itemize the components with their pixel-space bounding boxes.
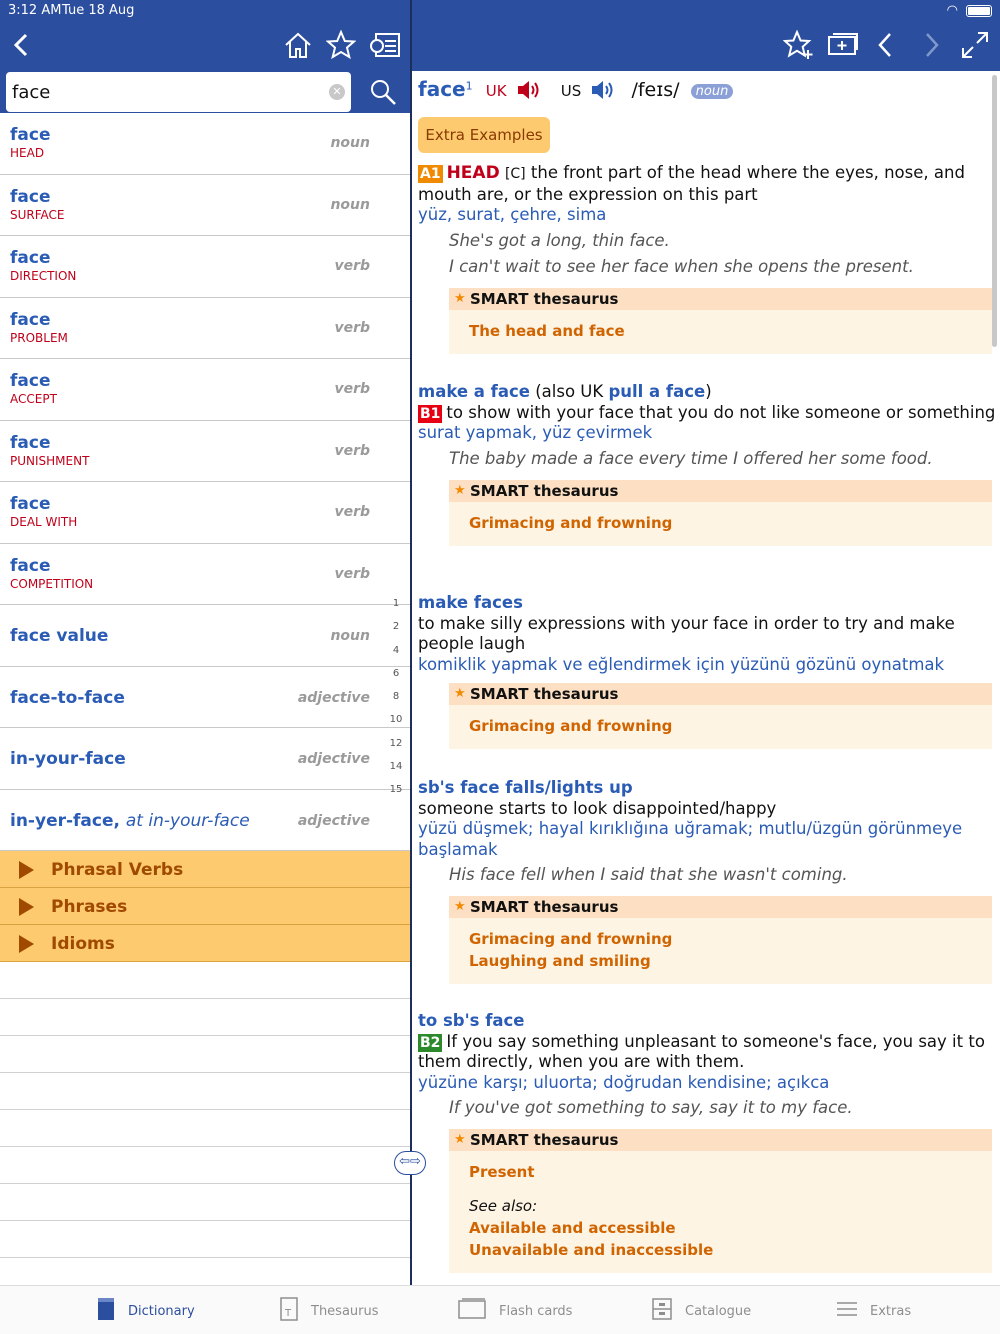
us-label: US	[560, 82, 582, 100]
resize-handle-icon[interactable]: ⇦⇨	[394, 1151, 426, 1175]
thesaurus-link[interactable]: Grimacing and frowning	[469, 930, 673, 948]
search-icon[interactable]	[368, 77, 398, 107]
catalogue-icon	[651, 1297, 673, 1325]
level-badge: A1	[420, 166, 441, 182]
result-headword-text: in-yer-face,	[10, 810, 120, 831]
phrase-block	[418, 778, 996, 984]
index-mark[interactable]: 14	[389, 761, 403, 773]
result-item[interactable]	[0, 421, 410, 483]
index-mark[interactable]: 10	[389, 714, 403, 726]
result-headword	[10, 811, 250, 831]
result-headword: in-your-face	[10, 749, 126, 769]
home-icon[interactable]	[280, 28, 316, 62]
tab-thesaurus[interactable]	[279, 1296, 379, 1326]
section-phrasal-verbs[interactable]	[0, 851, 410, 888]
result-item[interactable]	[0, 236, 410, 298]
translation: surat yapmak, yüz çevirmek	[418, 423, 653, 442]
phrase-headword: make faces	[418, 593, 523, 612]
translation: yüzü düşmek; hayal kırıklığına uğramak; mutlu/üzgün görünmeye başlamak	[418, 819, 963, 859]
result-headword: face	[10, 555, 51, 576]
level-badge: B2	[420, 1034, 441, 1051]
thesaurus-box	[449, 683, 992, 749]
disclosure-triangle-icon	[19, 861, 34, 879]
result-guideword: ACCEPT	[10, 392, 57, 406]
result-pos: adjective	[297, 812, 370, 829]
star-icon[interactable]	[323, 28, 359, 62]
translation: yüzüne karşı; uluorta; doğrudan kendisine; açıkca	[418, 1072, 830, 1092]
thesaurus-title: ★ SMART thesaurus	[449, 1129, 992, 1151]
result-guideword: DIRECTION	[10, 269, 77, 283]
result-pos: noun	[330, 628, 370, 644]
thesaurus-link[interactable]: Laughing and smiling	[469, 952, 651, 970]
result-pos: adjective	[297, 751, 370, 767]
homograph-number: 1	[465, 79, 473, 93]
empty-row	[0, 999, 410, 1036]
thesaurus-link[interactable]: The head and face	[469, 321, 625, 340]
top-toolbar	[0, 0, 1000, 71]
thesaurus-title: ★ SMART thesaurus	[449, 896, 992, 918]
status-time: 3:12 AM	[8, 3, 62, 18]
clear-icon[interactable]: ✕	[329, 84, 345, 100]
result-item[interactable]	[0, 113, 410, 175]
result-item[interactable]	[0, 605, 410, 667]
disclosure-triangle-icon	[19, 935, 34, 953]
entry-panel	[412, 71, 1000, 1285]
thesaurus-link[interactable]: Grimacing and frowning	[469, 513, 673, 532]
empty-row	[0, 1184, 410, 1221]
entry-headword: face	[418, 77, 466, 101]
thesaurus-title: ★ SMART thesaurus	[449, 288, 992, 310]
uk-audio-icon[interactable]	[516, 78, 542, 106]
thesaurus-link[interactable]: Grimacing and frowning	[469, 717, 673, 735]
tab-flash-cards[interactable]	[457, 1296, 572, 1326]
tab-dictionary[interactable]	[96, 1296, 195, 1326]
tab-label: Dictionary	[128, 1303, 195, 1319]
result-item[interactable]	[0, 175, 410, 237]
phrase-also: (also UK	[535, 382, 604, 401]
index-mark[interactable]: 2	[392, 621, 400, 633]
phrase-header	[418, 778, 996, 799]
result-guideword: HEAD	[10, 146, 45, 160]
index-mark[interactable]: 8	[392, 691, 400, 703]
result-item[interactable]	[0, 482, 410, 544]
result-headword: face	[10, 494, 51, 514]
svg-text:T: T	[285, 1308, 292, 1319]
result-headword: face-to-face	[10, 687, 125, 708]
tab-label: Flash cards	[499, 1303, 573, 1319]
thesaurus-icon	[279, 1296, 299, 1326]
result-item[interactable]	[0, 298, 410, 360]
add-favorite-icon[interactable]	[781, 28, 817, 62]
phrase-headword: sb's face falls/lights up	[418, 778, 633, 797]
phrase-definition: someone starts to look disappointed/happy	[418, 798, 777, 818]
empty-row	[0, 1147, 410, 1184]
tab-label: Catalogue	[685, 1303, 752, 1319]
result-headword: face	[10, 125, 51, 145]
search-input[interactable]	[12, 80, 312, 104]
result-pos: verb	[334, 442, 370, 459]
result-pos: verb	[334, 565, 370, 582]
index-mark[interactable]: 12	[389, 737, 403, 749]
grammar-code: [C]	[504, 166, 526, 182]
result-pos: verb	[334, 381, 370, 397]
status-bar	[0, 0, 1000, 22]
phrase-block	[418, 593, 996, 749]
uk-label: UK	[485, 82, 507, 100]
result-pos: verb	[334, 319, 370, 336]
back-icon[interactable]	[4, 28, 40, 62]
entry-header	[418, 77, 733, 105]
empty-row	[0, 1221, 410, 1258]
disclosure-triangle-icon	[19, 898, 34, 916]
thesaurus-title: ★ SMART thesaurus	[449, 683, 992, 705]
see-also-link[interactable]: Unavailable and inaccessible	[469, 1241, 714, 1259]
sense-guideword: HEAD	[446, 163, 500, 183]
scrollbar[interactable]	[992, 75, 997, 347]
phrase-definition: to make silly expressions with your face in order to try and make people laugh	[418, 613, 955, 653]
result-guideword: PUNISHMENT	[10, 453, 90, 468]
status-date: Tue 18 Aug	[62, 3, 135, 18]
level-badge: B1	[420, 405, 441, 422]
phrase-block	[418, 382, 996, 546]
section-phrases[interactable]	[0, 888, 410, 925]
result-headword: face	[10, 309, 51, 330]
result-item[interactable]	[0, 667, 410, 729]
tab-bar	[0, 1285, 1000, 1334]
example: I can't wait to see her face when she opens the present.	[449, 256, 914, 276]
phrase-header	[418, 1011, 996, 1032]
battery-icon	[966, 5, 992, 17]
example: His face fell when I said that she wasn't coming.	[449, 865, 848, 884]
phrase-block	[418, 1011, 996, 1273]
thesaurus-box	[449, 288, 992, 354]
sense-block	[418, 163, 996, 354]
index-mark[interactable]: 4	[392, 644, 400, 656]
phrase-definition	[418, 1032, 996, 1073]
section-label: Phrasal Verbs	[51, 860, 184, 880]
result-headword: face	[10, 186, 51, 207]
see-also-link[interactable]: Available and accessible	[469, 1219, 676, 1237]
phrase-header	[418, 382, 996, 403]
definition-text: to show with your face that you do not like someone or something	[446, 402, 996, 422]
add-flashcard-icon[interactable]	[825, 28, 861, 62]
flashcards-icon	[457, 1297, 487, 1325]
us-audio-icon[interactable]	[590, 78, 616, 106]
result-pos: adjective	[297, 689, 370, 706]
empty-row	[0, 1036, 410, 1073]
result-pos: noun	[330, 196, 370, 213]
phrase-definition	[418, 403, 996, 424]
thesaurus-box	[449, 480, 992, 546]
section-idioms[interactable]	[0, 925, 410, 962]
wifi-icon: ◠	[946, 3, 958, 18]
thesaurus-box	[449, 896, 992, 984]
result-guideword: COMPETITION	[10, 576, 94, 591]
result-guideword: DEAL WITH	[10, 515, 78, 529]
section-label: Idioms	[51, 934, 115, 954]
result-headword: face	[10, 432, 51, 453]
result-pos: noun	[330, 135, 370, 151]
fullscreen-icon[interactable]	[957, 28, 993, 62]
thesaurus-link[interactable]: Present	[469, 1163, 535, 1181]
result-item[interactable]	[0, 359, 410, 421]
result-item[interactable]	[0, 544, 410, 606]
example: The baby made a face every time I offered her some food.	[449, 448, 933, 468]
definition-text: the front part of the head where the eyes, nose, and mouth are, or the expression on this part	[418, 163, 965, 204]
pronunciation: /feɪs/	[631, 79, 680, 101]
thesaurus-title: ★ SMART thesaurus	[449, 480, 992, 502]
next-icon	[913, 28, 949, 62]
result-headword: face value	[10, 626, 109, 646]
result-guideword: PROBLEM	[10, 330, 68, 345]
tab-label: Thesaurus	[311, 1303, 379, 1319]
tab-extras[interactable]	[836, 1296, 911, 1326]
index-mark[interactable]: 6	[392, 667, 400, 679]
empty-row	[0, 962, 410, 999]
previous-icon[interactable]	[868, 28, 904, 62]
phrase-alt: pull a face	[608, 382, 706, 401]
example: She's got a long, thin face.	[449, 230, 670, 250]
result-pos: verb	[334, 258, 370, 274]
phrase-header	[418, 593, 996, 614]
thesaurus-box	[449, 1129, 992, 1273]
example: If you've got something to say, say it to my face.	[449, 1098, 853, 1117]
result-crossref: at in-your-face	[125, 810, 250, 831]
index-scrubber[interactable]	[389, 598, 403, 808]
section-label: Phrases	[51, 897, 128, 917]
result-headword: face	[10, 248, 51, 268]
index-mark[interactable]: 1	[392, 598, 400, 609]
index-mark[interactable]: 15	[389, 784, 403, 796]
extras-icon	[836, 1299, 858, 1323]
tab-catalogue[interactable]	[651, 1296, 751, 1326]
tab-label: Extras	[870, 1303, 912, 1319]
translation: yüz, surat, çehre, sima	[418, 205, 607, 224]
result-item[interactable]	[0, 790, 410, 852]
history-icon[interactable]	[367, 28, 403, 62]
result-guideword: SURFACE	[10, 207, 65, 222]
phrase-also-close: )	[705, 382, 712, 401]
translation: komiklik yapmak ve eğlendirmek için yüzünü gözünü oynatmak	[418, 654, 945, 674]
empty-row	[0, 1073, 410, 1110]
dictionary-icon	[96, 1296, 116, 1326]
pos-badge: noun	[691, 84, 734, 99]
empty-row	[0, 1110, 410, 1147]
results-list	[0, 113, 410, 851]
definition-text: If you say something unpleasant to someone's face, you say it to them directly, when you are with them.	[418, 1031, 985, 1071]
search-bar	[0, 71, 410, 113]
phrase-headword: make a face	[418, 382, 530, 401]
sense-definition	[418, 163, 996, 205]
result-pos: verb	[334, 504, 370, 520]
search-box[interactable]	[6, 72, 351, 112]
phrase-headword: to sb's face	[418, 1011, 525, 1030]
result-item[interactable]	[0, 728, 410, 790]
extra-examples-button[interactable]: Extra Examples	[418, 117, 550, 153]
see-also-label: See also:	[469, 1197, 538, 1215]
result-headword: face	[10, 371, 51, 391]
